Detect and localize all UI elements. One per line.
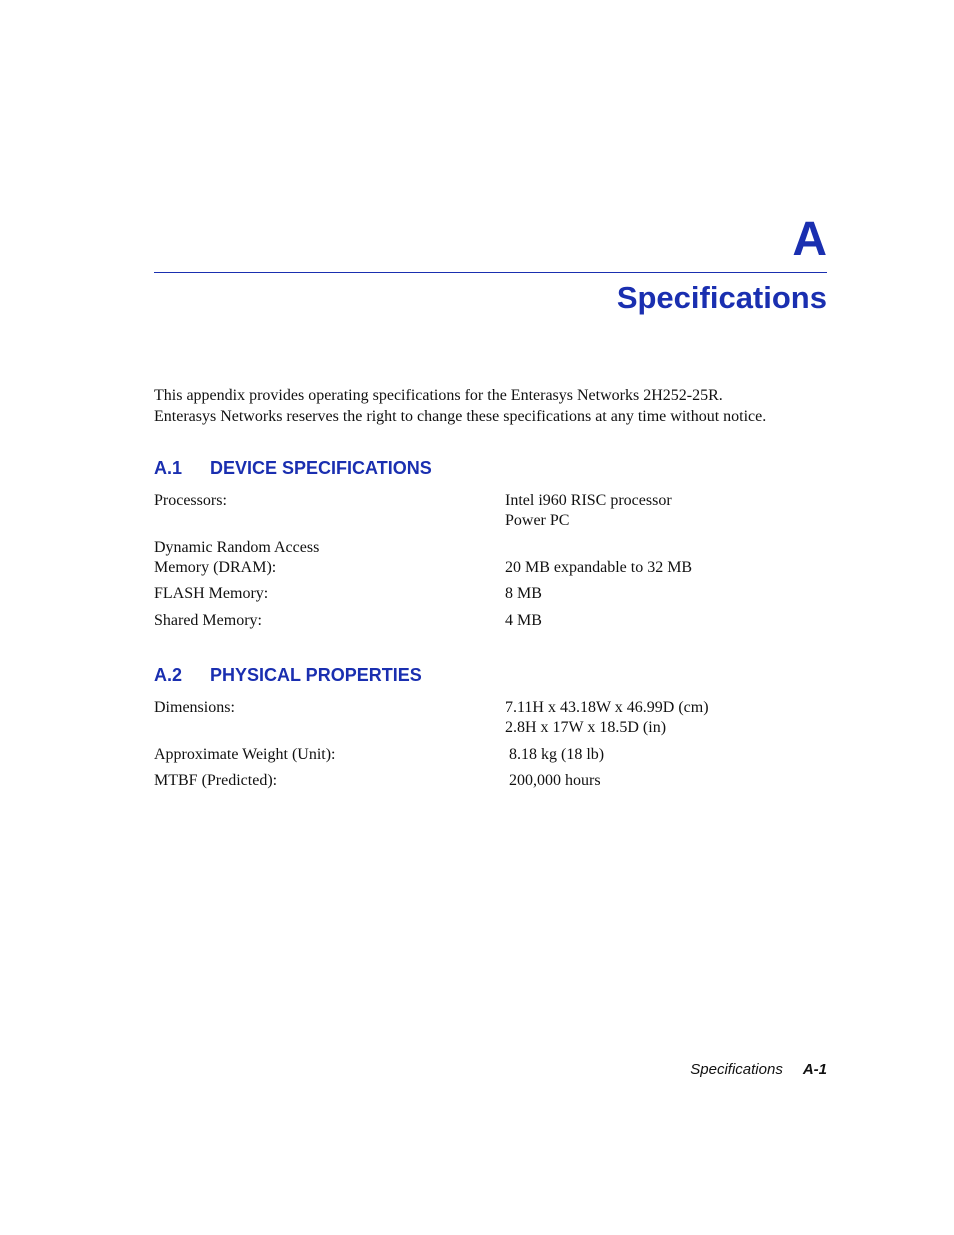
spec-label-line: Approximate Weight (Unit): — [154, 746, 336, 763]
spec-value-line: Power PC — [505, 512, 570, 529]
intro-line: Enterasys Networks reserves the right to change these specifications at any time without notice. — [154, 408, 767, 425]
spec-label — [154, 584, 505, 604]
spec-value-line: 2.8H x 17W x 18.5D (in) — [505, 719, 667, 736]
spec-row-processors — [154, 491, 844, 531]
spec-label-line: Processors: — [154, 492, 227, 509]
spec-value — [505, 611, 844, 631]
spec-label-line: MTBF (Predicted): — [154, 772, 278, 789]
spec-row-flash-memory — [154, 584, 844, 604]
page-footer — [0, 1060, 827, 1080]
intro-paragraph — [154, 385, 844, 427]
spec-label-line: Memory (DRAM): — [154, 559, 277, 576]
spec-row-dimensions — [154, 698, 844, 738]
section-title: DEVICE SPECIFICATIONS — [210, 458, 432, 478]
spec-label-line: FLASH Memory: — [154, 585, 269, 602]
footer-title: Specifications — [690, 1061, 783, 1078]
section-heading-physical-properties — [154, 664, 422, 686]
spec-value — [505, 584, 844, 604]
chapter-divider — [154, 272, 827, 273]
spec-value — [505, 771, 844, 791]
spec-value-line: 4 MB — [505, 612, 542, 629]
spec-value — [505, 745, 844, 765]
spec-row-dram — [154, 538, 844, 578]
spec-value-line — [505, 538, 844, 558]
spec-value — [505, 698, 844, 738]
spec-row-weight — [154, 745, 844, 765]
spec-value-line: 8 MB — [505, 585, 542, 602]
section-number: A.1 — [154, 458, 183, 478]
device-specifications-table — [154, 491, 844, 631]
section-heading-device-specifications — [154, 457, 432, 479]
spec-label — [154, 611, 505, 631]
spec-label — [154, 771, 505, 791]
spec-value-line: 8.18 kg (18 lb) — [505, 746, 605, 763]
spec-label-line: Dynamic Random Access — [154, 539, 320, 556]
spec-label — [154, 698, 505, 738]
section-number: A.2 — [154, 665, 183, 685]
spec-label-line: Dimensions: — [154, 699, 235, 716]
spec-label — [154, 745, 505, 765]
spec-label-line: Shared Memory: — [154, 612, 262, 629]
chapter-letter: A — [792, 213, 827, 266]
section-title: PHYSICAL PROPERTIES — [210, 665, 422, 685]
spec-value-line: Intel i960 RISC processor — [505, 492, 672, 509]
chapter-title: Specifications — [616, 280, 827, 315]
spec-value-line: 200,000 hours — [505, 772, 601, 789]
intro-line: This appendix provides operating specifications for the Enterasys Networks 2H252-25R. — [154, 387, 723, 404]
spec-label — [154, 538, 505, 578]
spec-value — [505, 491, 844, 531]
spec-value-line: 7.11H x 43.18W x 46.99D (cm) — [505, 699, 709, 716]
spec-row-mtbf — [154, 771, 844, 791]
physical-properties-table — [154, 698, 844, 791]
spec-label — [154, 491, 505, 531]
page-number: A-1 — [802, 1061, 827, 1078]
spec-value-line: 20 MB expandable to 32 MB — [505, 559, 693, 576]
spec-row-shared-memory — [154, 611, 844, 631]
spec-value — [505, 538, 844, 578]
